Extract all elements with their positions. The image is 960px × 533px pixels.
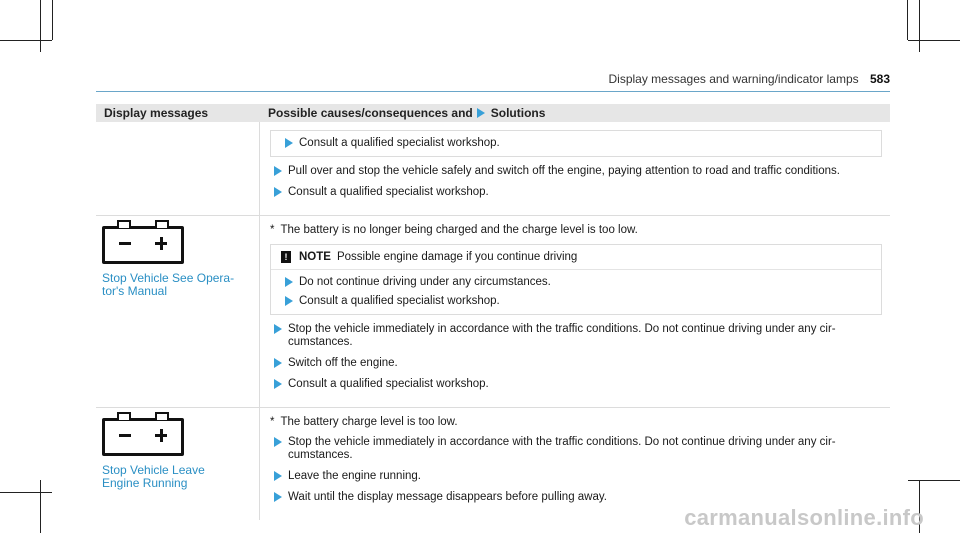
note-text: Possible engine damage if you continue driving [336, 251, 578, 263]
crop-mark [40, 0, 41, 52]
page-number: 583 [869, 72, 890, 86]
display-message-label: Stop Vehicle Leave Engine Running [102, 463, 205, 490]
col-solutions-label: Solutions [490, 106, 546, 120]
arrow-icon [274, 379, 282, 389]
battery-icon [102, 226, 184, 264]
bullet-star: * [270, 224, 275, 236]
cause-text: * The battery charge level is too low. [270, 416, 458, 428]
bullet-star: * [270, 416, 275, 428]
table-row [96, 216, 890, 408]
crop-mark [907, 0, 908, 40]
step-item: Wait until the display message disappears before pulling away. [270, 491, 890, 504]
step-item: Consult a qualified specialist workshop. [281, 137, 871, 150]
col-causes [262, 106, 545, 120]
battery-icon [102, 418, 184, 456]
step-item: Leave the engine running. [270, 470, 890, 483]
step-item: Consult a qualified specialist workshop. [270, 378, 890, 391]
col-causes-label: Possible causes/consequences and [268, 106, 473, 120]
crop-mark [908, 480, 960, 481]
arrow-icon [274, 492, 282, 502]
note-box [270, 244, 882, 315]
arrow-icon [274, 437, 282, 447]
note-title: NOTE [299, 251, 331, 263]
step-item: Consult a qualified specialist workshop. [270, 186, 890, 199]
arrow-icon [274, 324, 282, 334]
arrow-icon [274, 358, 282, 368]
arrow-icon [274, 166, 282, 176]
watermark: carmanualsonline.info [684, 505, 924, 530]
arrow-icon [285, 277, 293, 287]
col-display-messages: Display messages [104, 106, 209, 120]
warning-icon: ! [281, 251, 291, 263]
crop-mark [908, 40, 960, 41]
crop-mark [52, 0, 53, 40]
table-header [96, 104, 890, 122]
step-item: Consult a qualified specialist workshop. [281, 295, 871, 308]
header-rule [96, 91, 890, 92]
crop-mark [0, 40, 52, 41]
page-header [609, 72, 891, 86]
page-header-title: Display messages and warning/indicator lamps [608, 72, 859, 86]
table-row [96, 408, 890, 520]
crop-mark [0, 492, 52, 493]
note-box [270, 130, 882, 157]
step-item: Pull over and stop the vehicle safely and switch off the engine, paying attention to road and traffic conditions. [270, 165, 890, 178]
display-message-label: Stop Vehicle See Opera-tor's Manual [102, 271, 235, 298]
messages-table [96, 104, 890, 520]
step-item: Do not continue driving under any circumstances. [281, 276, 871, 289]
arrow-icon [285, 138, 293, 148]
table-row [96, 122, 890, 216]
arrow-icon [274, 187, 282, 197]
crop-mark [919, 0, 920, 52]
arrow-icon [274, 471, 282, 481]
arrow-icon [477, 108, 485, 118]
arrow-icon [285, 296, 293, 306]
step-item: Stop the vehicle immediately in accordance with the traffic conditions. Do not continue driving under any cir-cumstances. [270, 436, 890, 462]
cause-text: * The battery is no longer being charged and the charge level is too low. [270, 224, 638, 236]
crop-mark [40, 480, 41, 533]
step-item: Switch off the engine. [270, 357, 890, 370]
step-item: Stop the vehicle immediately in accordance with the traffic conditions. Do not continue driving under any cir-cumstances. [270, 323, 890, 349]
